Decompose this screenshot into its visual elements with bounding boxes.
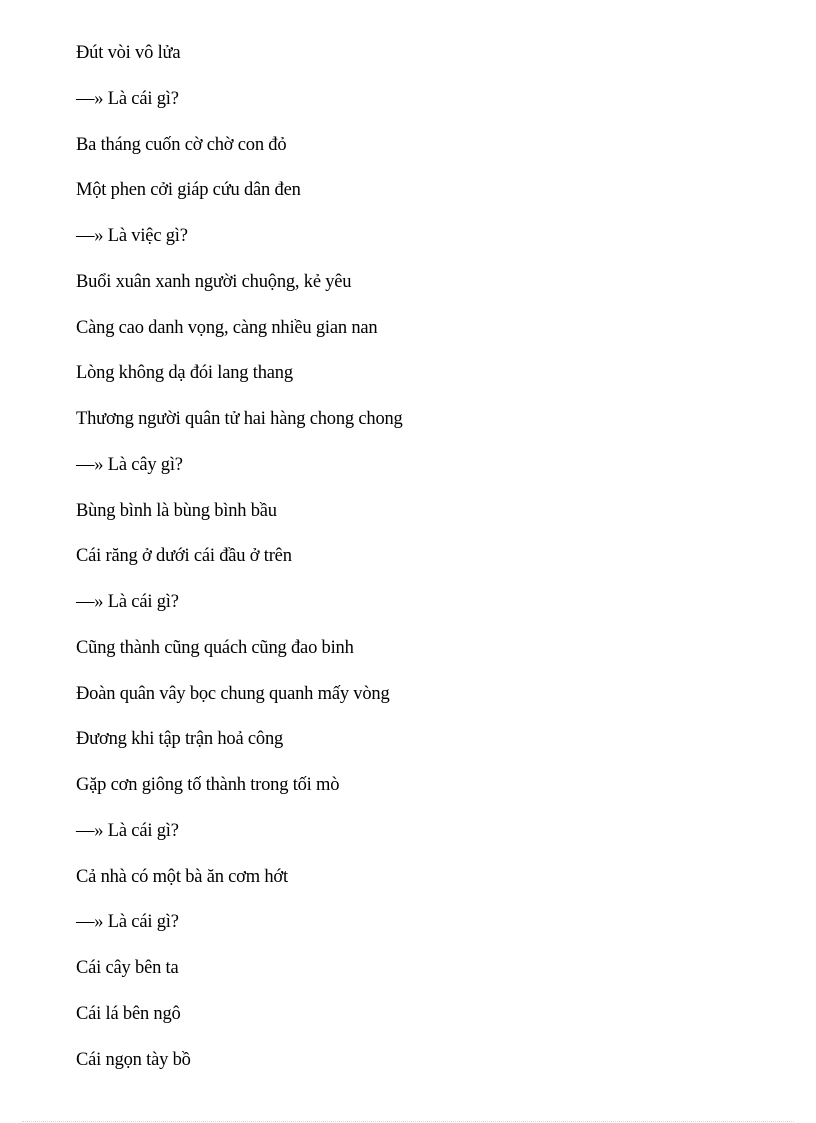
text-line: Ba tháng cuốn cờ chờ con đỏ	[76, 134, 287, 155]
answer-prompt-line: —» Là việc gì?	[76, 226, 188, 246]
text-line: Buổi xuân xanh người chuộng, kẻ yêu	[76, 271, 352, 292]
text-line: Thương người quân tử hai hàng chong chong	[76, 409, 403, 429]
answer-prompt-line: —» Là cái gì?	[76, 592, 179, 612]
text-line: Cái cây bên ta	[76, 958, 179, 978]
text-line: Đoàn quân vây bọc chung quanh mấy vòng	[76, 683, 390, 704]
text-line: Một phen cởi giáp cứu dân đen	[76, 180, 301, 201]
text-line: Đương khi tập trận hoả công	[76, 729, 284, 750]
page-bottom-divider	[22, 1121, 794, 1122]
text-line: Cả nhà có một bà ăn cơm hớt	[76, 866, 288, 887]
answer-prompt-line: —» Là cái gì?	[76, 88, 179, 109]
text-line: Cái ngọn tày bồ	[76, 1049, 191, 1070]
text-line: Cũng thành cũng quách cũng đao binh	[76, 637, 354, 658]
text-line: Đút vòi vô lửa	[76, 43, 181, 63]
text-line: Cái răng ở dưới cái đầu ở trên	[76, 546, 292, 567]
text-line: Gặp cơn giông tố thành trong tối mò	[76, 775, 340, 795]
answer-prompt-line: —» Là cây gì?	[76, 454, 183, 475]
riddle-text-block	[76, 40, 403, 1092]
text-line: Bùng bình là bùng bình bầu	[76, 500, 277, 521]
text-line: Cái lá bên ngô	[76, 1003, 181, 1024]
answer-prompt-line: —» Là cái gì?	[76, 912, 179, 933]
text-line: Càng cao danh vọng, càng nhiều gian nan	[76, 317, 378, 338]
text-line: Lòng không dạ đói lang thang	[76, 363, 293, 384]
answer-prompt-line: —» Là cái gì?	[76, 820, 179, 841]
